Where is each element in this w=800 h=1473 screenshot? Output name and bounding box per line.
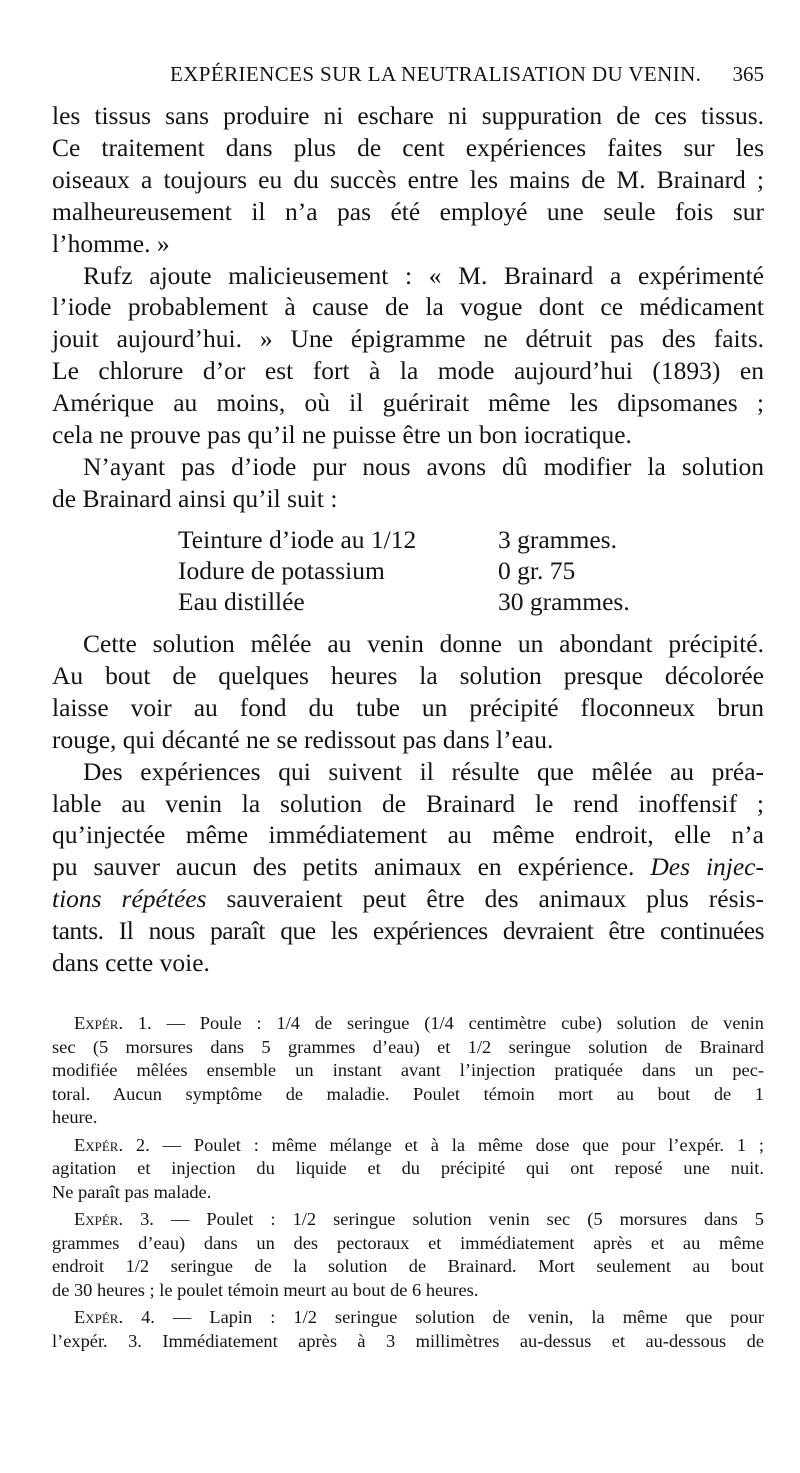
text-line xyxy=(52,883,764,915)
recipe-quantity: 30 grammes. xyxy=(498,587,630,616)
experiment-line xyxy=(52,1306,764,1330)
recipe-table xyxy=(178,524,658,617)
text-line: N’ayant pas d’iode pur nous avons dû modifier la solution xyxy=(83,451,764,481)
experiment-line: endroit 1/2 seringue de la solution de Brainard. Mort seulement au bout xyxy=(52,1256,764,1276)
text-line: l’homme. » xyxy=(52,228,170,258)
experiment-line: Ne paraît pas malade. xyxy=(52,1181,212,1202)
text-line: Rufz ajoute malicieusement : « M. Brainard a expérimenté xyxy=(83,260,764,290)
experiment-line xyxy=(52,1012,764,1036)
recipe-row xyxy=(178,524,658,555)
text-line: cela ne prouve pas qu’il ne puisse être un bon iocratique. xyxy=(52,420,632,450)
experiment-label: Expér. 2. xyxy=(74,1134,150,1155)
text-line: Le chlorure d’or est fort à la mode aujourd’hui (1893) en xyxy=(52,356,764,386)
text-line: de Brainard ainsi qu’il suit : xyxy=(52,483,338,513)
experiment-line xyxy=(52,1208,764,1232)
text-line: l’iode probablement à cause de la vogue dont ce médicament xyxy=(52,292,764,322)
recipe-ingredient: Teinture d’iode au 1/12 xyxy=(178,525,417,554)
text-line: Des expériences qui suivent il résulte que mêlée au préa- xyxy=(83,756,764,786)
experiment-line: l’expér. 3. Immédiatement après à 3 millimètres au-dessus et au-dessous de xyxy=(52,1330,764,1351)
experiment-label: Expér. 4. xyxy=(74,1307,155,1327)
text-segment: — Poulet : 1/2 seringue solution venin sec (5 morsures dans 5 xyxy=(170,1209,764,1229)
text-line: malheureusement il n’a pas été employé une seule fois sur xyxy=(52,196,764,226)
experiment-line: heure. xyxy=(52,1107,98,1127)
recipe-quantity: 3 grammes. xyxy=(498,525,617,554)
text-segment: — Poulet : même mélange et à la même dose que pour l’expér. 1 ; xyxy=(162,1134,764,1155)
text-line: dans cette voie. xyxy=(52,948,210,978)
text-segment: — Poule : 1/4 de seringue (1/4 centimètre cube) solution de venin xyxy=(166,1013,764,1033)
experiment-line: agitation et injection du liquide et du précipité qui ont reposé une nuit. xyxy=(52,1158,764,1178)
text-line: Au bout de quelques heures la solution presque décolorée xyxy=(52,660,764,690)
text-segment: — Lapin : 1/2 seringue solution de venin, la même que pour xyxy=(172,1307,764,1327)
text-line: oiseaux a toujours eu du succès entre les mains de M. Brainard ; xyxy=(52,164,764,194)
experiment-line: grammes d’eau) dans un des pectoraux et immédiatement après et au même xyxy=(52,1232,764,1253)
recipe-row xyxy=(178,555,658,586)
page-number: 365 xyxy=(732,62,764,86)
text-line: Cette solution mêlée au venin donne un abondant précipité. xyxy=(83,629,764,658)
text-segment: sauveraient peut être des animaux plus résis- xyxy=(226,884,764,914)
experiment-line xyxy=(52,1134,764,1158)
text-segment: pu sauver aucun des petits animaux en expérience. xyxy=(52,852,635,882)
text-line: lable au venin la solution de Brainard le rend inoffensif ; xyxy=(52,788,764,818)
experiment-line: sec (5 morsures dans 5 grammes d’eau) et 1/2 seringue solution de Brainard xyxy=(52,1036,764,1057)
experiment-label: Expér. 3. xyxy=(74,1209,154,1229)
experiment-label: Expér. 1. xyxy=(74,1013,152,1033)
experiments-section xyxy=(52,1012,764,1353)
main-text xyxy=(52,100,764,515)
experiment-line: modifiée mêlées ensemble un instant avant l’injection pratiquée dans un pec- xyxy=(52,1060,764,1080)
text-line: jouit aujourd’hui. » Une épigramme ne détruit pas des faits. xyxy=(52,324,764,354)
main-text-continued xyxy=(52,628,764,979)
text-line: Ce traitement dans plus de cent expériences faites sur les xyxy=(52,132,764,162)
recipe-quantity: 0 gr. 75 xyxy=(498,556,576,585)
text-line: tants. Il nous paraît que les expériences devraient être continuées xyxy=(52,916,764,946)
text-line: Amérique au moins, où il guérirait même les dipsomanes ; xyxy=(52,388,764,418)
text-line: qu’injectée même immédiatement au même endroit, elle n’a xyxy=(52,820,764,850)
text-line: rouge, qui décanté ne se redissout pas dans l’eau. xyxy=(52,724,554,754)
experiment-line: de 30 heures ; le poulet témoin meurt au bout de 6 heures. xyxy=(52,1279,479,1300)
italic-text: tions répétées xyxy=(52,884,207,914)
italic-text: Des injec- xyxy=(650,852,764,882)
recipe-ingredient: Eau distillée xyxy=(178,587,305,616)
experiment-line: toral. Aucun symptôme de maladie. Poulet témoin mort au bout de 1 xyxy=(52,1083,764,1104)
text-line: les tissus sans produire ni eschare ni suppuration de ces tissus. xyxy=(52,101,764,130)
text-line: laisse voir au fond du tube un précipité floconneux brun xyxy=(52,692,764,722)
recipe-ingredient: Iodure de potassium xyxy=(178,556,385,585)
text-line xyxy=(52,851,764,883)
recipe-row xyxy=(178,586,658,617)
running-head: EXPÉRIENCES SUR LA NEUTRALISATION DU VENIN. xyxy=(170,62,702,86)
